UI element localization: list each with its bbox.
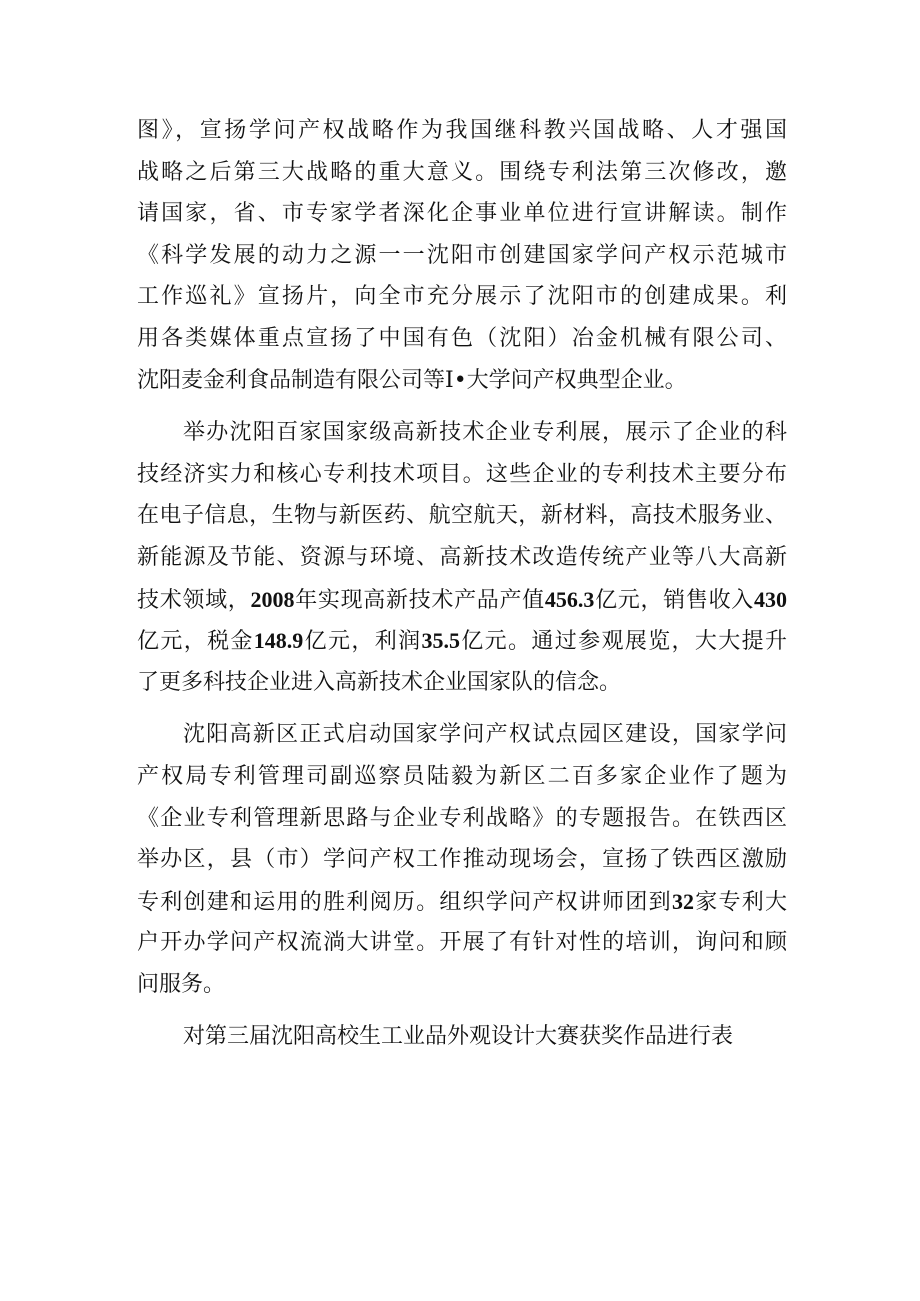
text-line: 《企业专利管理新思路与企业专利战略》的专题报告。在铁西区 (137, 805, 787, 831)
text-line: 工作巡礼》宣扬片，向全市充分展示了沈阳市的创建成果。利 (137, 284, 787, 310)
text-line: 问服务。 (137, 971, 226, 997)
text-line: 亿元，税金148.9亿元，利润35.5亿元。通过参观展览，大大提升 (137, 628, 787, 655)
text-line: 举办沈阳百家国家级高新技术企业专利展，展示了企业的科 (183, 420, 787, 446)
text-line: 战略之后第三大战略的重大意义。围绕专利法第三次修改，邀 (137, 159, 787, 185)
text-line: 沈阳高新区正式启动国家学问产权试点园区建设，国家学问 (183, 722, 787, 748)
number-text: 456.3 (544, 586, 595, 612)
text-line: 《科学发展的动力之源一一沈阳市创建国家学问产权示范城市 (137, 242, 787, 268)
number-text: 35.5 (421, 628, 460, 654)
text-line: 产权局专利管理司副巡察员陆毅为新区二百多家企业作了题为 (137, 763, 787, 789)
text-line: 沈阳麦金利食品制造有限公司等I•大学问产权典型企业。 (137, 367, 687, 393)
paragraph-3 (137, 714, 787, 1005)
text-line: 请国家，省、市专家学者深化企事业单位进行宣讲解读。制作 (137, 201, 787, 227)
text-line: 用各类媒体重点宣扬了中国有色（沈阳）冶金机械有限公司、 (137, 325, 787, 351)
text-line: 在电子信息，生物与新医药、航空航天，新材料，高技术服务业、 (137, 503, 787, 529)
text-line: 技术领域，2008年实现高新技术产品产值456.3亿元，销售收入430 (137, 586, 787, 613)
text-line: 新能源及节能、资源与环境、高新技术改造传统产业等八大高新 (137, 544, 787, 570)
number-text: 430 (753, 586, 787, 612)
text-line: 举办区，县（市）学问产权工作推动现场会，宣扬了铁西区激励 (137, 847, 787, 873)
text-line: 技经济实力和核心专利技术项目。这些企业的专利技术主要分布 (137, 461, 787, 487)
paragraph-2 (137, 412, 787, 703)
number-text: 2008 (250, 586, 295, 612)
paragraph-1 (137, 110, 787, 401)
text-line: 对第三届沈阳高校生工业品外观设计大赛获奖作品进行表 (183, 1024, 734, 1050)
text-line: 了更多科技企业进入高新技术企业国家队的信念。 (137, 669, 622, 695)
text-line: 户开办学问产权流淌大讲堂。开展了有针对性的培训，询问和顾 (137, 930, 787, 956)
document-body (137, 110, 787, 1058)
number-text: 148.9 (253, 628, 304, 654)
text-line: 图》，宣扬学问产权战略作为我国继科教兴国战略、人才强国 (137, 118, 787, 143)
text-line: 专利创建和运用的胜利阅历。组织学问产权讲师团到32家专利大 (137, 888, 787, 915)
paragraph-4 (137, 1016, 787, 1058)
number-text: 32 (671, 888, 694, 914)
